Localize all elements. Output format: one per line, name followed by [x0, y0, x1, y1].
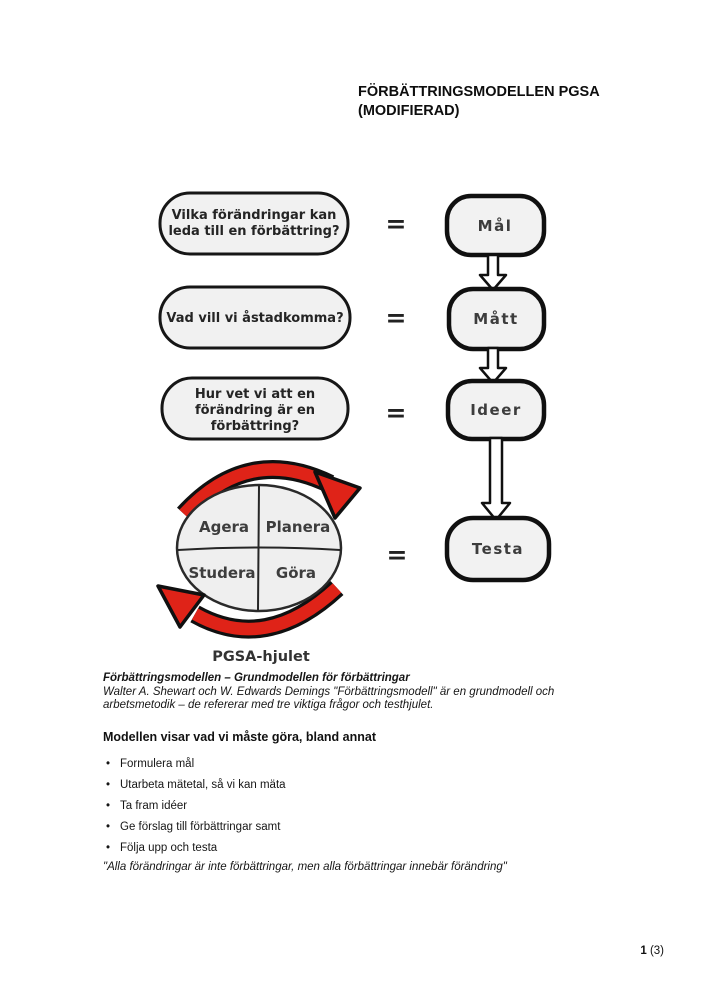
bullet-dot-icon: • — [106, 757, 111, 770]
wheel-label-planera: Planera — [265, 518, 331, 536]
bullet-dot-icon: • — [106, 799, 111, 812]
question-3-line-2: förändring är en — [194, 403, 316, 418]
bullet-list — [103, 753, 286, 858]
bullet-item — [103, 795, 286, 816]
equals-sign-3: = — [385, 398, 407, 427]
lead-line-1: Walter A. Shewart och W. Edwards Demings "Förbättringsmodell" är en grundmodell och — [103, 685, 555, 698]
stage-label-mal: Mål — [477, 217, 513, 235]
down-arrow-icon — [482, 438, 510, 520]
stage-label-ideer: Ideer — [470, 401, 522, 419]
question-1-line-1: Vilka förändringar kan — [171, 208, 337, 223]
wheel-caption: PGSA-hjulet — [212, 649, 310, 665]
stage-label-testa: Testa — [471, 540, 525, 558]
page-number-current: 1 — [640, 945, 647, 957]
lead-line-2: arbetsmetodik – de refererar med tre viktiga frågor och testhjulet. — [103, 699, 434, 711]
lead-title: Förbättringsmodellen – Grundmodellen för förbättringar — [103, 672, 410, 684]
question-2-line-1: Vad vill vi åstadkomma? — [166, 311, 344, 326]
closing-quote: "Alla förändringar är inte förbättringar, men alla förbättringar innebär förändring" — [103, 861, 507, 873]
equals-sign-2: = — [385, 303, 407, 332]
bullet-dot-icon: • — [106, 841, 111, 854]
bullet-item — [103, 753, 286, 774]
page-number-total: (3) — [649, 945, 664, 957]
bullet-text: Ge förslag till förbättringar samt — [120, 820, 281, 833]
bullet-item — [103, 774, 286, 795]
bullet-text: Följa upp och testa — [120, 841, 218, 854]
wheel-label-studera: Studera — [188, 564, 256, 582]
wheel-label-gora: Göra — [275, 564, 317, 582]
wheel-label-agera: Agera — [198, 518, 250, 536]
question-1-line-2: leda till en förbättring? — [168, 224, 340, 239]
doc-title-line-2: (MODIFIERAD) — [358, 103, 460, 119]
question-3-line-1: Hur vet vi att en — [194, 387, 316, 402]
bullet-item — [103, 837, 286, 858]
bullet-text: Formulera mål — [120, 757, 195, 770]
question-3-line-3: förbättring? — [210, 419, 300, 434]
section-heading: Modellen visar vad vi måste göra, bland annat — [103, 730, 376, 744]
bullet-item — [103, 816, 286, 837]
equals-sign-4: = — [386, 540, 408, 569]
bullet-text: Ta fram idéer — [120, 799, 188, 812]
doc-title-line-1: FÖRBÄTTRINGSMODELLEN PGSA — [358, 84, 600, 100]
stage-label-matt: Mått — [473, 310, 519, 328]
down-arrow-icon — [480, 348, 506, 383]
page-number — [560, 945, 664, 957]
equals-sign-1: = — [385, 209, 407, 238]
bullet-dot-icon: • — [106, 820, 111, 833]
lead-paragraph — [103, 672, 613, 713]
bullet-text: Utarbeta mätetal, så vi kan mäta — [120, 778, 286, 791]
down-arrow-icon — [480, 255, 506, 290]
bullet-dot-icon: • — [106, 778, 111, 791]
